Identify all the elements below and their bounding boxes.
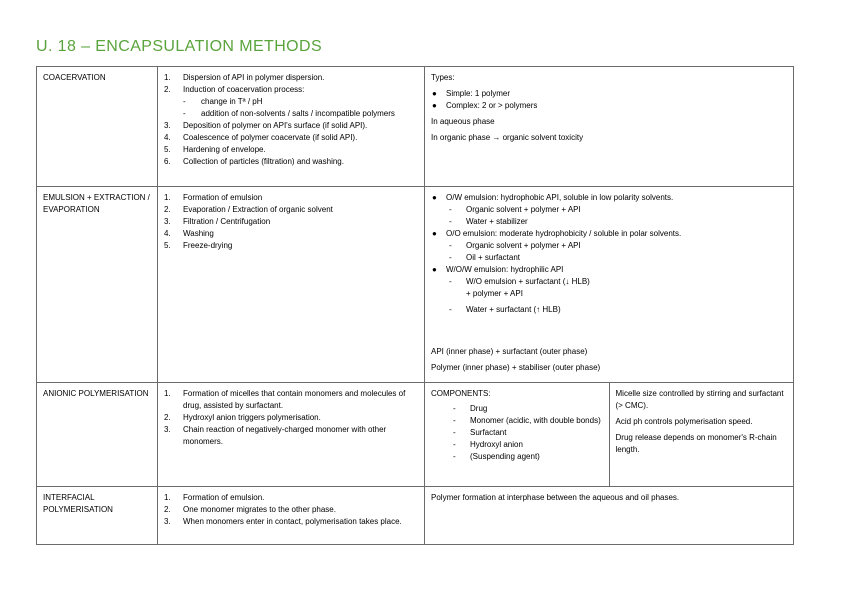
sub-item: - change in Tª / pH (183, 97, 263, 106)
row-label: EMULSION + EXTRACTION / EVAPORATION (37, 187, 158, 383)
row-label: COACERVATION (37, 67, 158, 187)
step-item: 3. Filtration / Centrifugation (164, 217, 271, 226)
encapsulation-table (36, 66, 794, 545)
component-item: - Monomer (acidic, with double bonds) (453, 416, 601, 425)
anionic-notes (609, 383, 794, 487)
sub-item: - Water + stabilizer (449, 217, 528, 226)
sub-item-continuation: + polymer + API (466, 289, 523, 298)
types-label: Types: (431, 73, 455, 82)
note-item: Acid ph controls polymerisation speed. (615, 417, 753, 426)
component-item: - Drug (453, 404, 488, 413)
components-label: COMPONENTS: (431, 389, 491, 398)
table-row-interfacial (37, 487, 794, 545)
interfacial-note: Polymer formation at interphase between the aqueous and oil phases. (425, 487, 794, 545)
sub-item: - Water + surfactant (↑ HLB) (449, 305, 561, 314)
step-item: 4. Coalescence of polymer coacervate (if solid API). (164, 133, 358, 142)
type-item: ● Simple: 1 polymer (432, 89, 511, 98)
table-row-coacervation (37, 67, 794, 187)
step-item: 2. Induction of coacervation process: - change in Tª / pH - addition of non-solvents / salts / incompatible polymers (164, 84, 418, 120)
step-item: 3. Deposition of polymer on API's surface (if solid API). (164, 121, 368, 130)
step-item: 2. Hydroxyl anion triggers polymerisation. (164, 413, 321, 422)
step-item: 5. Hardening of envelope. (164, 145, 266, 154)
method-steps (158, 383, 425, 487)
emulsion-notes (425, 187, 794, 383)
sub-item: - Organic solvent + polymer + API (449, 241, 581, 250)
emulsion-type-item: ● W/O/W emulsion: hydrophilic API (432, 265, 564, 274)
step-item: 2. One monomer migrates to the other phase. (164, 505, 336, 514)
organic-phase-note: In organic phase → organic solvent toxicity (431, 133, 584, 142)
method-steps (158, 67, 425, 187)
note-item: Drug release depends on monomer's R-chain length. (615, 433, 777, 454)
method-steps (158, 487, 425, 545)
step-item: 6. Collection of particles (filtration) and washing. (164, 157, 344, 166)
step-item: 4. Washing (164, 229, 214, 238)
api-phase-note: API (inner phase) + surfactant (outer phase) (431, 347, 588, 356)
sub-item: - W/O emulsion + surfactant (↓ HLB) (449, 277, 590, 286)
note-item: Micelle size controlled by stirring and surfactant (> CMC). (615, 389, 784, 410)
coacervation-notes (425, 67, 794, 187)
method-steps (158, 187, 425, 383)
table-row-emulsion (37, 187, 794, 383)
step-item: 1. Formation of emulsion. (164, 493, 265, 502)
emulsion-type-item: ● O/O emulsion: moderate hydrophobicity / soluble in polar solvents. (432, 229, 682, 238)
step-item: 1. Formation of emulsion (164, 193, 263, 202)
step-item: 1. Dispersion of API in polymer dispersion. (164, 73, 325, 82)
table-row-anionic (37, 383, 794, 487)
page-title: U. 18 – ENCAPSULATION METHODS (36, 38, 323, 55)
step-item: 3. When monomers enter in contact, polymerisation takes place. (164, 517, 402, 526)
polymer-phase-note: Polymer (inner phase) + stabiliser (outer phase) (431, 363, 601, 372)
step-item: 5. Freeze-drying (164, 241, 233, 250)
sub-item: - Oil + surfactant (449, 253, 521, 262)
row-label: INTERFACIAL POLYMERISATION (37, 487, 158, 545)
row-label: ANIONIC POLYMERISATION (37, 383, 158, 487)
emulsion-type-item: ● O/W emulsion: hydrophobic API, soluble in low polarity solvents. (432, 193, 674, 202)
step-item: 3. Chain reaction of negatively-charged monomer with other monomers. (164, 425, 387, 446)
sub-item: - Organic solvent + polymer + API (449, 205, 581, 214)
aqueous-phase-note: In aqueous phase (431, 117, 495, 126)
components-cell (425, 383, 610, 487)
step-item: 1. Formation of micelles that contain monomers and molecules of drug, assisted by surfactant. (164, 389, 406, 410)
component-item: - Surfactant (453, 428, 507, 437)
step-item: 2. Evaporation / Extraction of organic solvent (164, 205, 333, 214)
component-item: - (Suspending agent) (453, 452, 540, 461)
sub-item: - addition of non-solvents / salts / incompatible polymers (183, 109, 395, 118)
type-item: ● Complex: 2 or > polymers (432, 101, 538, 110)
component-item: - Hydroxyl anion (453, 440, 523, 449)
